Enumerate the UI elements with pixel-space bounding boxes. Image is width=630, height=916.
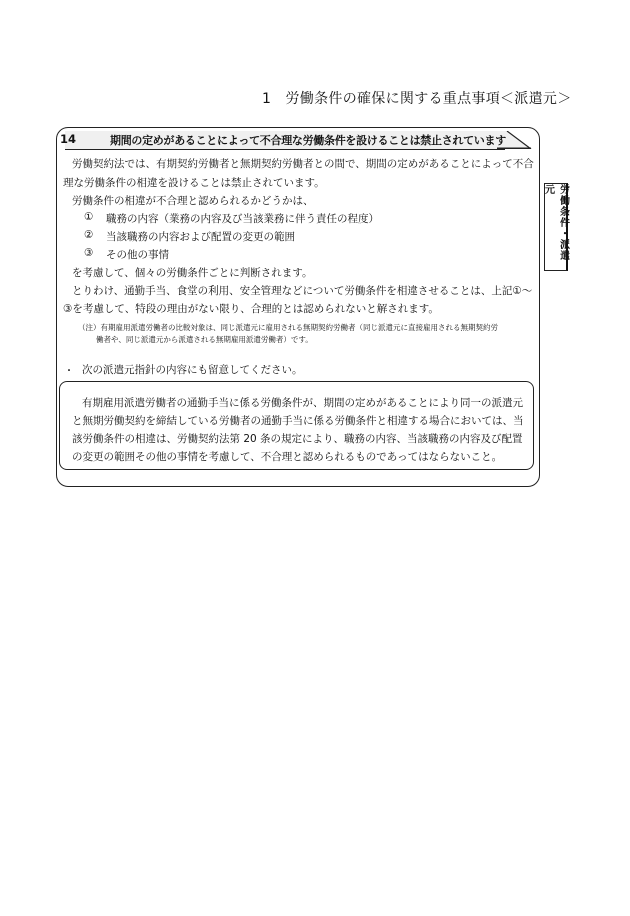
page-header-title: 1 労働条件の確保に関する重点事項＜派遣元＞: [262, 91, 572, 107]
section-number: 14: [60, 132, 77, 146]
criteria-conclusion: を考慮して、個々の労働条件ごとに判断されます。: [72, 267, 313, 279]
list-item-2-marker: ②: [84, 229, 94, 241]
list-item-3-text: その他の事情: [106, 249, 169, 261]
note-line1: （注）有期雇用派遣労働者の比較対象は、同じ派遣元に雇用される無期契約労働者（同じ派遣元に直接雇用される無期契約労: [78, 323, 498, 332]
list-item-1-text: 職務の内容（業務の内容及び当該業務に伴う責任の程度）: [106, 213, 379, 225]
paragraph2-line2: ③を考慮して、特段の理由がない限り、合理的とは認められないと解されます。: [63, 303, 439, 315]
paragraph2-line1: とりわけ、通勤手当、食堂の利用、安全管理などについて労働条件を相違させることは、上記①～: [72, 285, 533, 297]
paragraph1-line2: 理な労働条件の相違を設けることは禁止されています。: [63, 177, 325, 189]
list-item-1-marker: ①: [84, 211, 94, 223]
guideline-line4: の変更の範囲その他の事情を考慮して、不合理と認められるものであってはならないこと。: [72, 451, 503, 463]
bullet-text: 次の派遣元指針の内容にも留意してください。: [82, 364, 303, 376]
list-item-2-text: 当該職務の内容および配置の変更の範囲: [106, 231, 295, 243]
note-line2: 働者や、同じ派遣元から派遣される無期雇用派遣労働者）です。: [96, 335, 313, 344]
criteria-intro: 労働条件の相違が不合理と認められるかどうかは、: [72, 195, 314, 207]
side-index-tab: [544, 183, 568, 271]
guideline-line2: と無期労働契約を締結している労働者の通勤手当に係る労働条件と相違する場合においては、当: [72, 415, 524, 427]
section-title: 期間の定めがあることによって不合理な労働条件を設けることは禁止されています: [110, 134, 506, 147]
guideline-line1: 有期雇用派遣労働者の通勤手当に係る労働条件が、期間の定めがあることにより同一の派遣元: [82, 397, 523, 409]
bullet-marker: ・: [64, 366, 74, 377]
paragraph1-line1: 労働契約法では、有期契約労働者と無期契約労働者との間で、期間の定めがあることによって不合: [72, 158, 534, 170]
side-index-label: 労働条件・派遣元: [542, 184, 569, 261]
guideline-line3: 該労働条件の相違は、労働契約法第 20 条の規定により、職務の内容、当該職務の内容及び配置: [72, 433, 523, 445]
list-item-3-marker: ③: [84, 247, 94, 259]
